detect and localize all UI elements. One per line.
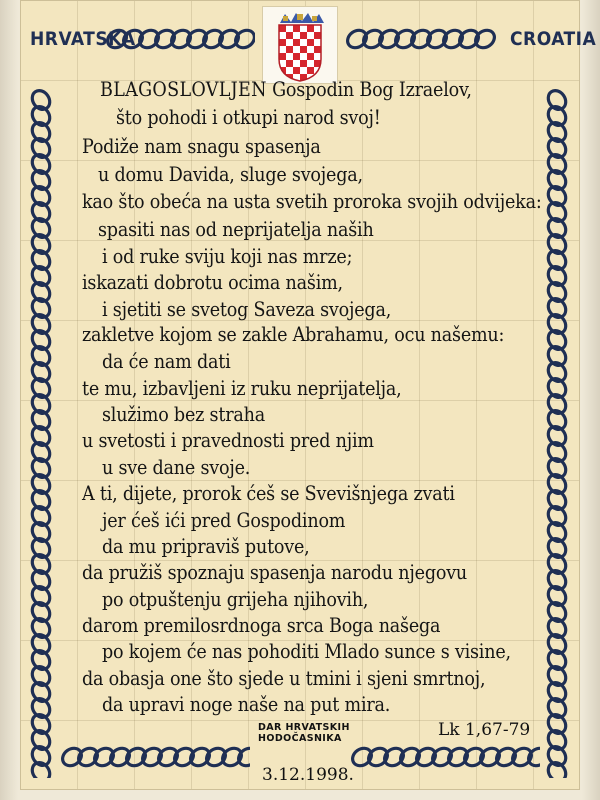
dedication-date: 3.12.1998. [262, 765, 354, 785]
poem-line: što pohodi i otkupi narod svoj! [116, 106, 381, 129]
poem-line: iskazati dobrotu ocima našim, [82, 271, 343, 294]
header-label-hrvatska: HRVATSKA [30, 28, 136, 50]
poem-line: da upravi noge naše na put mira. [102, 693, 391, 716]
poem-line: spasiti nas od neprijatelja naših [98, 218, 374, 241]
donor-line: DAR HRVATSKIH [258, 722, 350, 733]
scripture-reference: Lk 1,67-79 [438, 720, 531, 740]
rope-chain-ornament-icon [30, 88, 52, 778]
poem-line: po otpuštenju grijeha njihovih, [102, 588, 369, 611]
poem-line: te mu, izbavljeni iz ruku neprijatelja, [82, 377, 402, 400]
poem-line: da obasja one što sjede u tmini i sjeni smrtnoj, [82, 667, 486, 690]
poem-line: po kojem će nas pohoditi Mlado sunce s visine, [102, 640, 511, 663]
poem-line: BLAGOSLOVLJEN Gospodin Bog Izraelov, [100, 78, 472, 101]
rope-chain-ornament-icon [60, 746, 250, 768]
rope-chain-ornament-icon [345, 28, 497, 50]
poem-line: da mu pripraviš putove, [102, 535, 310, 558]
poem-line: u svetosti i pravednosti pred njim [82, 429, 374, 452]
poem-line: A ti, dijete, prorok ćeš se Svevišnjega zvati [82, 482, 455, 505]
croatian-coat-of-arms-icon [263, 7, 337, 83]
crest-tile [262, 6, 338, 84]
donor-line: HODOČASNIKA [258, 733, 342, 744]
poem-line: kao što obeća na usta svetih proroka svojih odvijeka: [82, 190, 542, 213]
poem-line: i od ruke sviju koji nas mrze; [102, 245, 353, 268]
rope-chain-ornament-icon [105, 28, 255, 50]
poem-line: da pružiš spoznaju spasenja narodu njegovu [82, 561, 468, 584]
poem-line: i sjetiti se svetog Saveza svojega, [102, 298, 392, 321]
poem-line: zakletve kojom se zakle Abrahamu, ocu našemu: [82, 323, 505, 346]
rope-chain-ornament-icon [350, 746, 540, 768]
poem-line: služimo bez straha [102, 403, 265, 426]
poem-line: Podiže nam snagu spasenja [82, 135, 321, 158]
rope-chain-ornament-icon [546, 88, 568, 778]
donor-inscription [258, 722, 350, 744]
poem-line: u domu Davida, sluge svojega, [98, 163, 363, 186]
poem-line: da će nam dati [102, 350, 231, 373]
poem-line: darom premilosrdnoga srca Boga našega [82, 614, 441, 637]
poem-line: u sve dane svoje. [102, 456, 251, 479]
poem-line: jer ćeš ići pred Gospodinom [102, 509, 346, 532]
header-label-croatia: CROATIA [510, 28, 597, 50]
